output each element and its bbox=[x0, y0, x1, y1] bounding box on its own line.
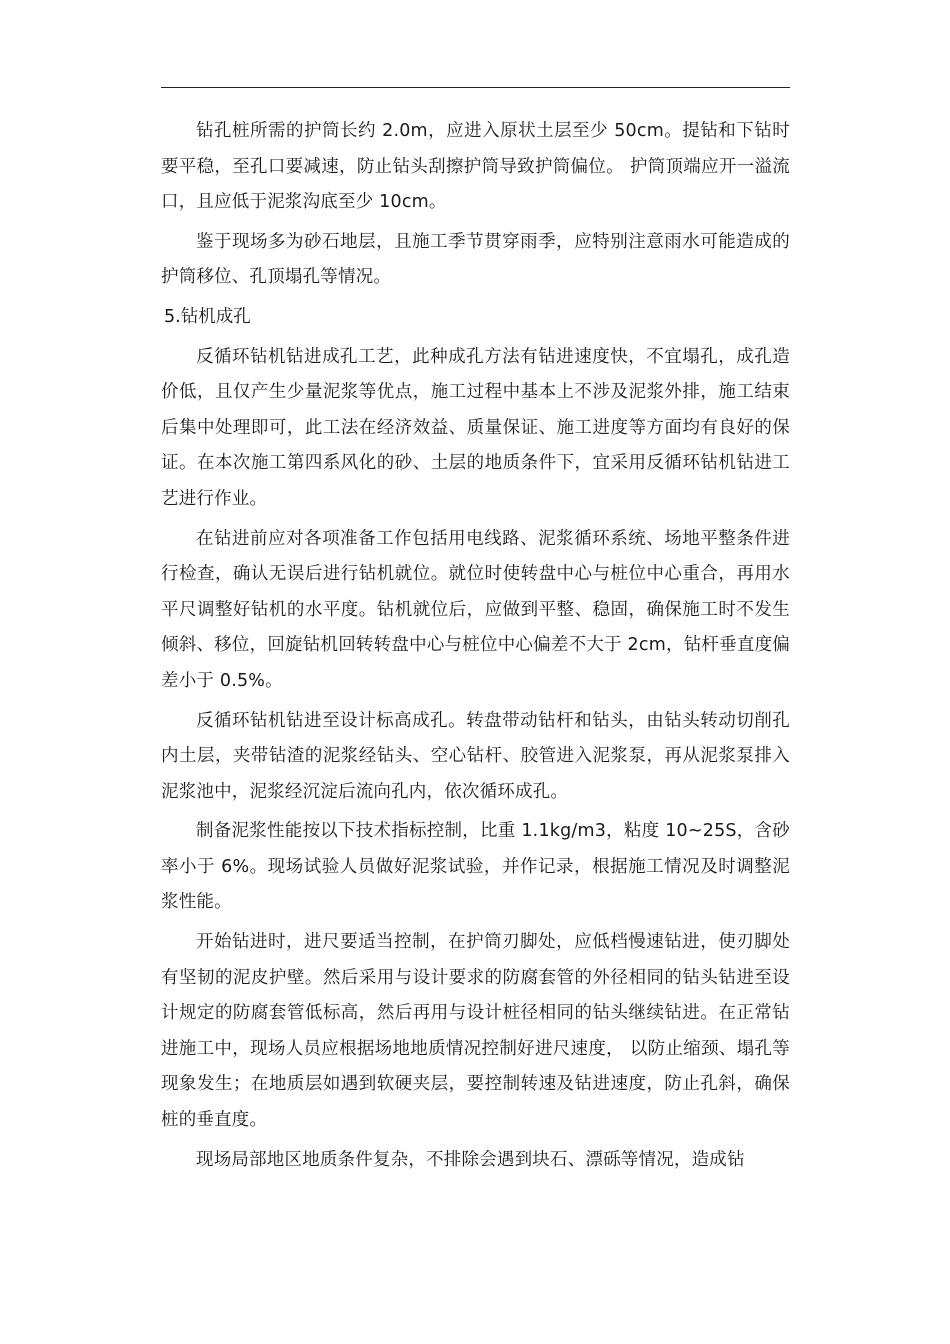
paragraph: 反循环钻机钻进成孔工艺，此种成孔方法有钻进速度快，不宜塌孔，成孔造价低，且仅产生少量泥浆等优点，施工过程中基本上不涉及泥浆外排，施工结束后集中处理即可，此工法在经济效益、质量保证、施工进度等方面均有良好的保证。在本次施工第四系风化的砂、土层的地质条件下，宜采用反循环钻机钻进工艺进行作业。 bbox=[161, 346, 790, 509]
paragraph: 鉴于现场多为砂石地层，且施工季节贯穿雨季，应特别注意雨水可能造成的护筒移位、孔顶塌孔等情况。 bbox=[161, 231, 790, 288]
paragraph: 反循环钻机钻进至设计标高成孔。转盘带动钻杆和钻头，由钻头转动切削孔内土层，夹带钻渣的泥浆经钻头、空心钻杆、胶管进入泥浆泵，再从泥浆泵排入泥浆池中，泥浆经沉淀后流向孔内，依次循环成孔。 bbox=[161, 710, 790, 802]
paragraph: 制备泥浆性能按以下技术指标控制，比重 1.1kg/m3，粘度 10~25S，含砂率小于 6%。现场试验人员做好泥浆试验，并作记录，根据施工情况及时调整泥浆性能。 bbox=[161, 821, 790, 913]
section-heading: 5.钻机成孔 bbox=[164, 306, 251, 327]
paragraph: 开始钻进时，进尺要适当控制，在护筒刃脚处，应低档慢速钻进，使刃脚处有坚韧的泥皮护壁。然后采用与设计要求的防腐套管的外径相同的钻头钻进至设计规定的防腐套管低标高，然后再用与设计桩径相同的钻头继续钻进。在正常钻进施工中，现场人员应根据场地地质情况控制好进尺速度， 以防止缩颈、塌孔等现象发生；在地质层如遇到软硬夹层，要控制转速及钻进速度，防止孔斜，确保桩的垂直度。 bbox=[161, 932, 790, 1131]
paragraph: 现场局部地区地质条件复杂，不排除会遇到块石、漂砾等情况，造成钻 bbox=[196, 1149, 745, 1170]
paragraph: 钻孔桩所需的护筒长约 2.0m，应进入原状土层至少 50cm。提钻和下钻时要平稳，至孔口要减速，防止钻头刮擦护筒导致护筒偏位。 护筒顶端应开一溢流口，且应低于泥浆沟底至少 10cm。 bbox=[161, 121, 790, 213]
document-body bbox=[161, 114, 790, 1182]
header-rule bbox=[161, 87, 790, 88]
paragraph: 在钻进前应对各项准备工作包括用电线路、泥浆循环系统、场地平整条件进行检查，确认无误后进行钻机就位。就位时使转盘中心与桩位中心重合，再用水平尺调整好钻机的水平度。钻机就位后，应做到平整、稳固，确保施工时不发生倾斜、移位，回旋钻机回转转盘中心与桩位中心偏差不大于 2cm，钻杆垂直度偏差小于 0.5%。 bbox=[161, 528, 790, 691]
